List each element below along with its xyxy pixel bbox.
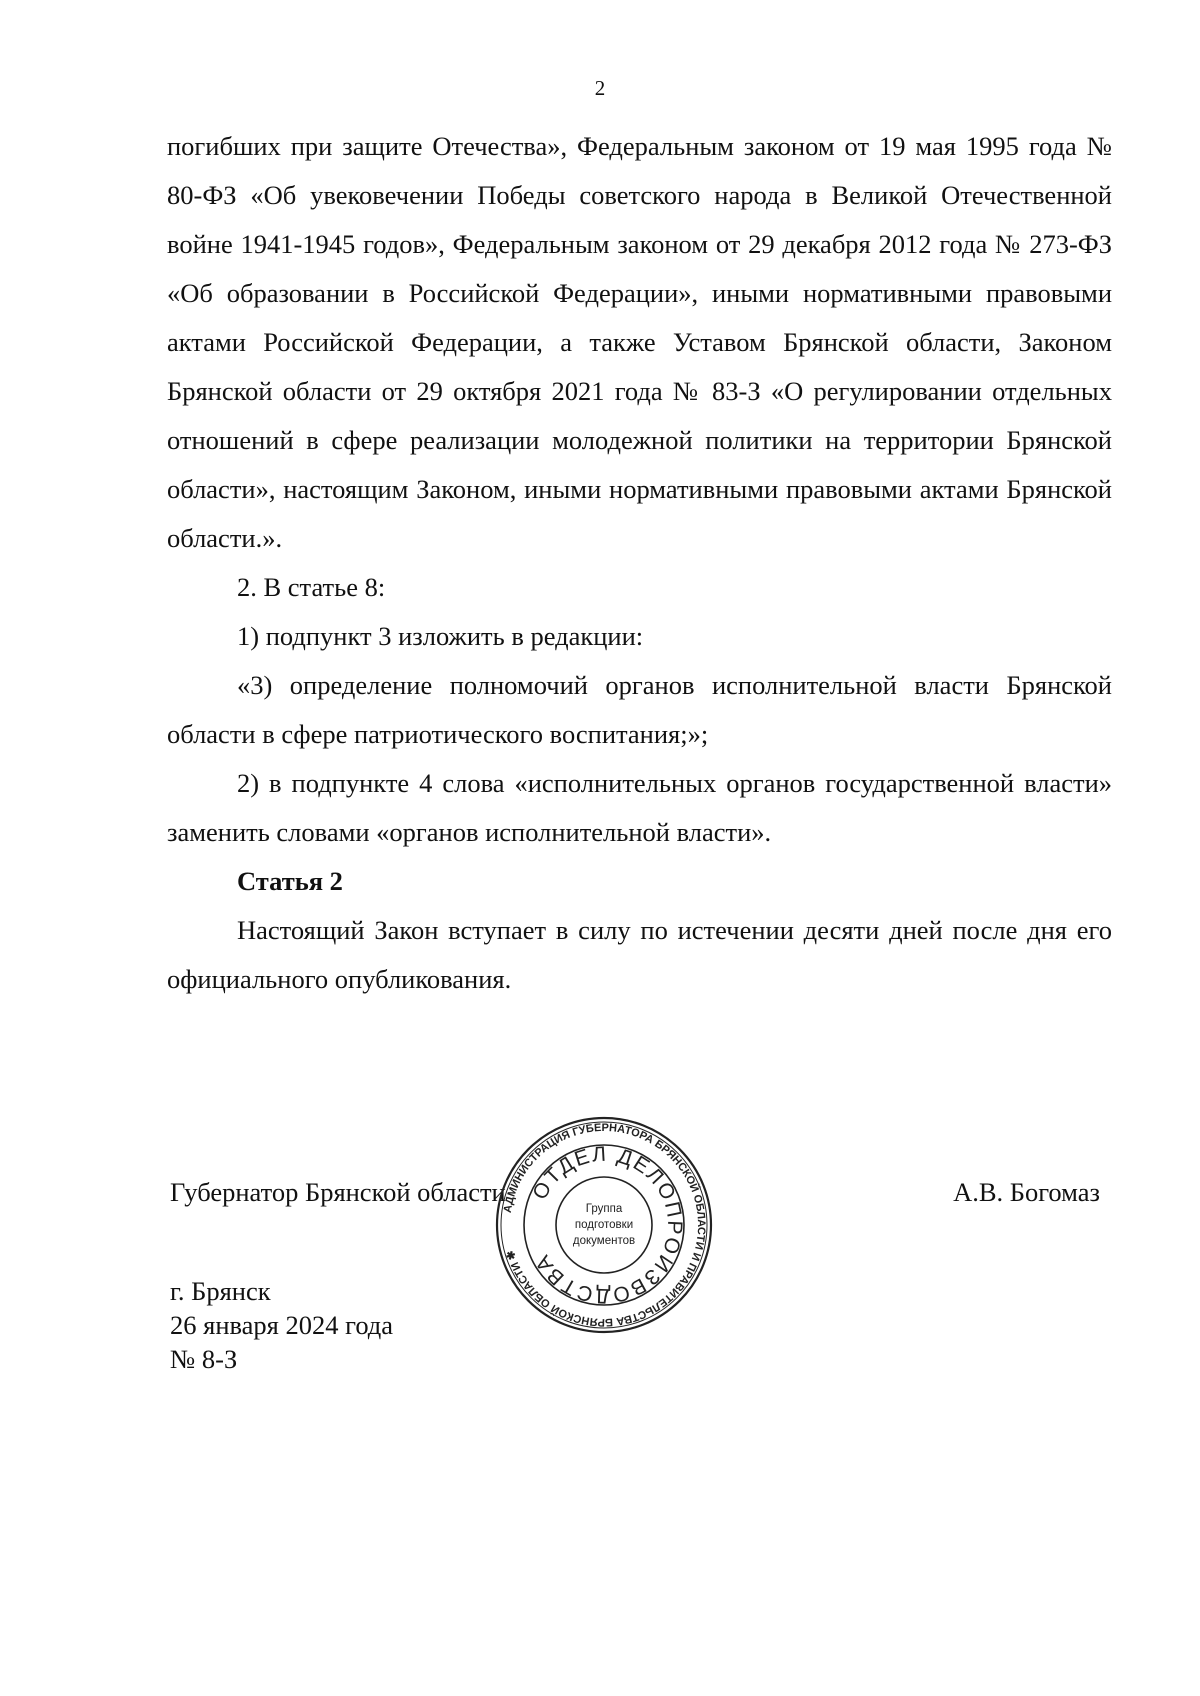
- article-text: Настоящий Закон вступает в силу по истечении десяти дней после дня его официального опубликования.: [167, 915, 1112, 994]
- place: г. Брянск: [170, 1276, 271, 1306]
- stamp-seal: [494, 1115, 714, 1335]
- place-date-block: [170, 1274, 393, 1376]
- signatory-position: Губернатор Брянской области: [170, 1177, 506, 1207]
- signatory-name: А.В. Богомаз: [953, 1177, 1100, 1207]
- page-number: 2: [594, 76, 606, 100]
- document-body: [167, 122, 1112, 1004]
- paragraph-subitem-3-text: «3) определение полномочий органов исполнительной власти Брянской области в сфере патриотического воспитания;»;: [167, 670, 1112, 749]
- paragraph-subitem-1: 1) подпункт 3 изложить в редакции:: [237, 621, 644, 651]
- stamp-center-line2: подготовки: [574, 1219, 634, 1231]
- stamp-center-line1: Группа: [585, 1203, 623, 1215]
- paragraph-continuation: погибших при защите Отечества», Федеральным законом от 19 мая 1995 года № 80-ФЗ «Об увековечении Победы советского народа в Великой Отечественной войне 1941-1945 годов», Федеральным законом от 29 декабря 2012 года № 273-ФЗ «Об образовании в Российской Федерации», иными нормативными правовыми актами Российской Федерации, а также Уставом Брянской области, Законом Брянской области от 29 октября 2021 года № 83-З «О регулировании отдельных отношений в сфере реализации молодежной политики на территории Брянской области», настоящим Законом, иными нормативными правовыми актами Брянской области.».: [167, 131, 1112, 553]
- article-heading: Статья 2: [237, 866, 343, 896]
- stamp-center-line3: документов: [572, 1235, 636, 1247]
- paragraph-subitem-2: 2) в подпункте 4 слова «исполнительных органов государственной власти» заменить словами «органов исполнительной власти».: [167, 768, 1112, 847]
- date: 26 января 2024 года: [170, 1310, 394, 1340]
- stamp-ring-text: ОТДЕЛ ДЕЛОПРОИЗВОДСТВА: [528, 1142, 687, 1308]
- stamp-outer-text: АДМИНИСТРАЦИЯ ГУБЕРНАТОРА БРЯНСКОЙ ОБЛАСТИ И ПРАВИТЕЛЬСТВА БРЯНСКОЙ ОБЛАСТИ ✱: [501, 1121, 708, 1329]
- law-number: № 8-З: [170, 1344, 238, 1374]
- paragraph-article8-intro: 2. В статье 8:: [237, 572, 386, 602]
